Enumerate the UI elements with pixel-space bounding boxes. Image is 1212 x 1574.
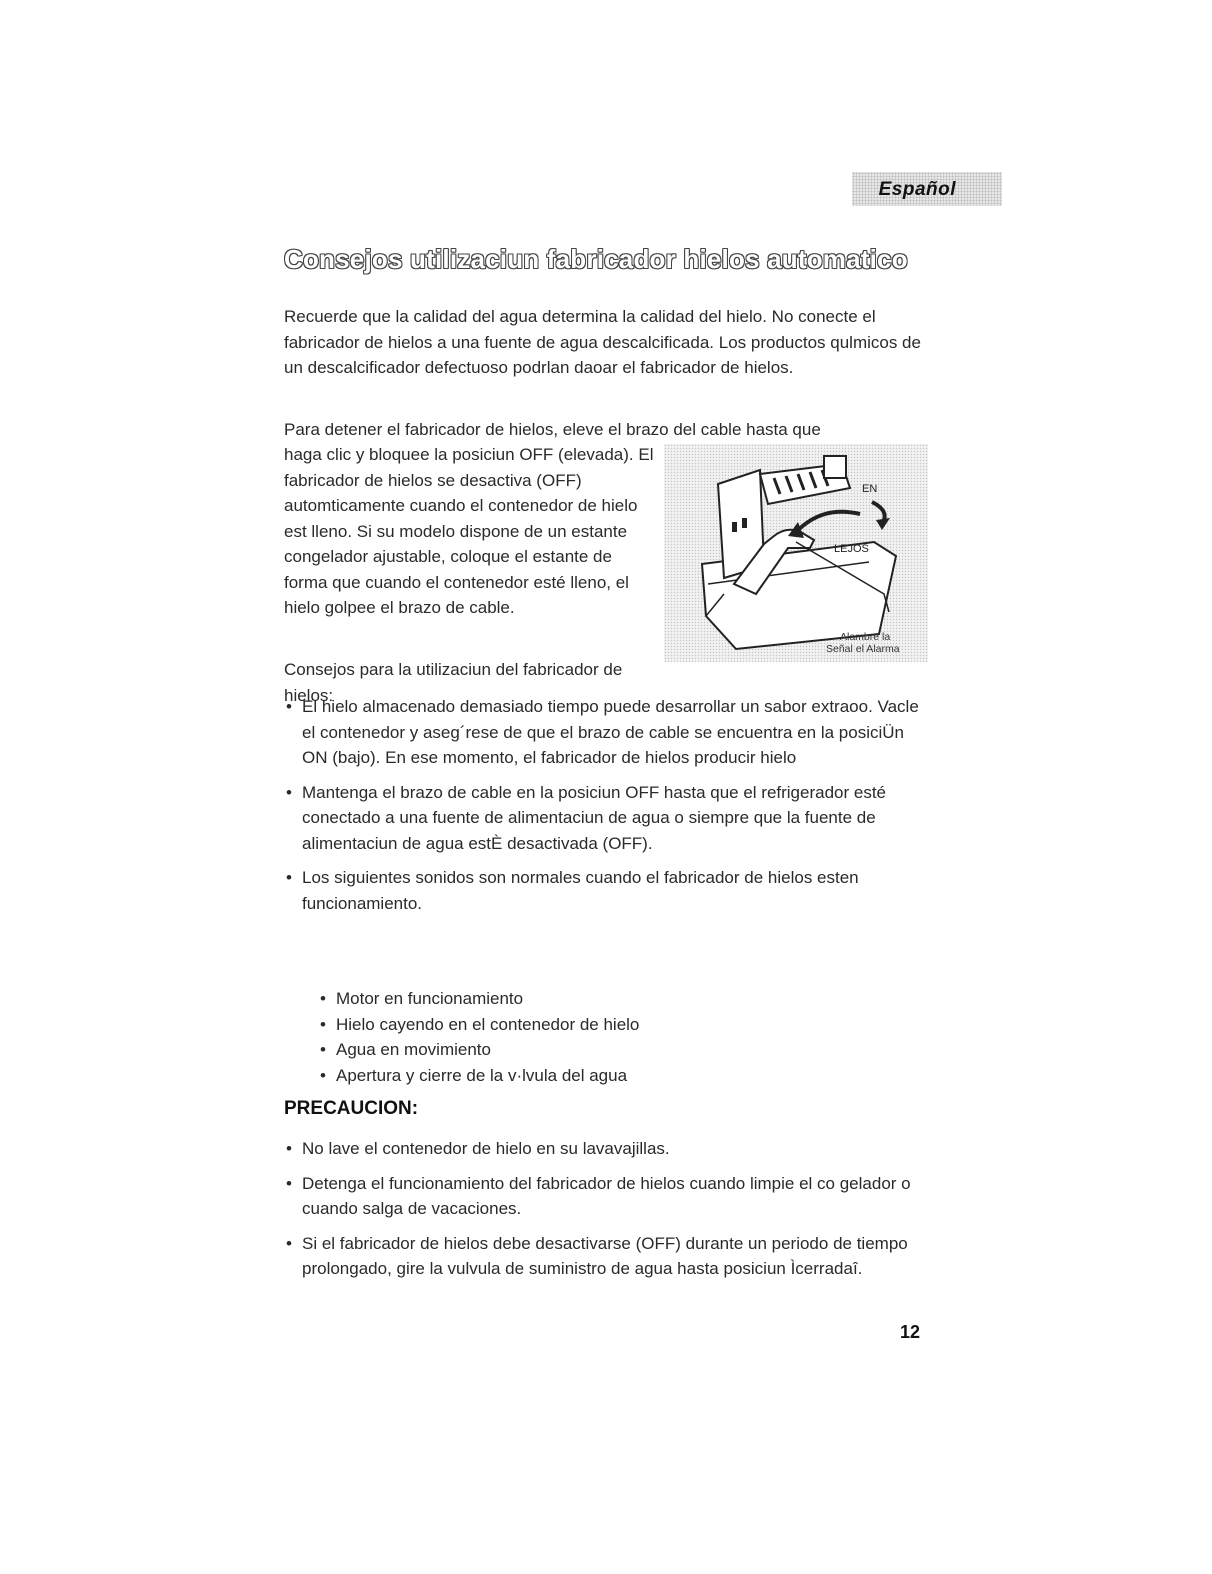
tips-intro: Consejos para la utilizaciun del fabricador de hielos: xyxy=(284,660,623,705)
list-item: • Hielo cayendo en el contenedor de hielo xyxy=(318,1012,818,1038)
label-off: LEJOS xyxy=(834,543,869,555)
list-item: • Apertura y cierre de la v·lvula del agua xyxy=(318,1063,818,1089)
list-item: • Agua en movimiento xyxy=(318,1037,818,1063)
page-title: Consejos utilizaciun fabricador hielos automatico xyxy=(284,244,908,274)
list-item: • Los siguientes sonidos son normales cuando el fabricador de hielos esten funcionamiento. xyxy=(284,865,934,916)
list-item: • No lave el contenedor de hielo en su lavavajillas. xyxy=(284,1136,934,1162)
list-item: • Si el fabricador de hielos debe desactivarse (OFF) durante un periodo de tiempo prolongado, gire la vulvula de suministro de agua hasta posiciun Ìcerradaî. xyxy=(284,1231,934,1282)
language-tab xyxy=(852,172,1002,206)
sounds-list xyxy=(318,986,818,1088)
language-tab-label: Español xyxy=(878,179,956,200)
stop-instructions-body: haga clic y bloquee la posiciun OFF (elevada). El fabricador de hielos se desactiva (OFF) automticamente cuando el contenedor de hielo est lleno. Si su modelo dispone de un estante congelador ajustable, coloque el estante de forma que cuando el contenedor esté lleno, el hielo golpee el brazo de cable. xyxy=(284,445,654,617)
caution-heading: PRECAUCION: xyxy=(284,1098,419,1119)
label-on: EN xyxy=(862,483,878,495)
list-item: • Detenga el funcionamiento del fabricador de hielos cuando limpie el co gelador o cuando salga de vacaciones. xyxy=(284,1171,934,1222)
list-item: • Mantenga el brazo de cable en la posiciun OFF hasta que el refrigerador esté conectado a una fuente de alimentaciun de agua o siempre que la fuente de alimentaciun de agua estÈ desactivada (OFF). xyxy=(284,780,934,857)
intro-paragraph: Recuerde que la calidad del agua determina la calidad del hielo. No conecte el fabricador de hielos a una fuente de agua descalcificada. Los productos qulmicos de un descalcificador defectuoso podrlan daoar el fabricador de hielos. xyxy=(284,307,921,377)
tips-list xyxy=(284,694,934,925)
label-arm-line1: Alambre la xyxy=(840,631,891,643)
caution-list xyxy=(284,1136,934,1291)
list-item: • Motor en funcionamiento xyxy=(318,986,818,1012)
list-item: • El hielo almacenado demasiado tiempo puede desarrollar un sabor extraoo. Vacle el contenedor y aseg´rese de que el brazo de cable se encuentra en la posiciÜn ON (bajo). En ese momento, el fabricador de hielos producir hielo xyxy=(284,694,934,771)
icemaker-illustration xyxy=(664,444,928,662)
stop-instructions-lead: Para detener el fabricador de hielos, eleve el brazo del cable hasta que xyxy=(284,420,821,439)
page-number: 12 xyxy=(900,1322,921,1342)
label-arm-line2: Señal el Alarma xyxy=(826,643,900,655)
